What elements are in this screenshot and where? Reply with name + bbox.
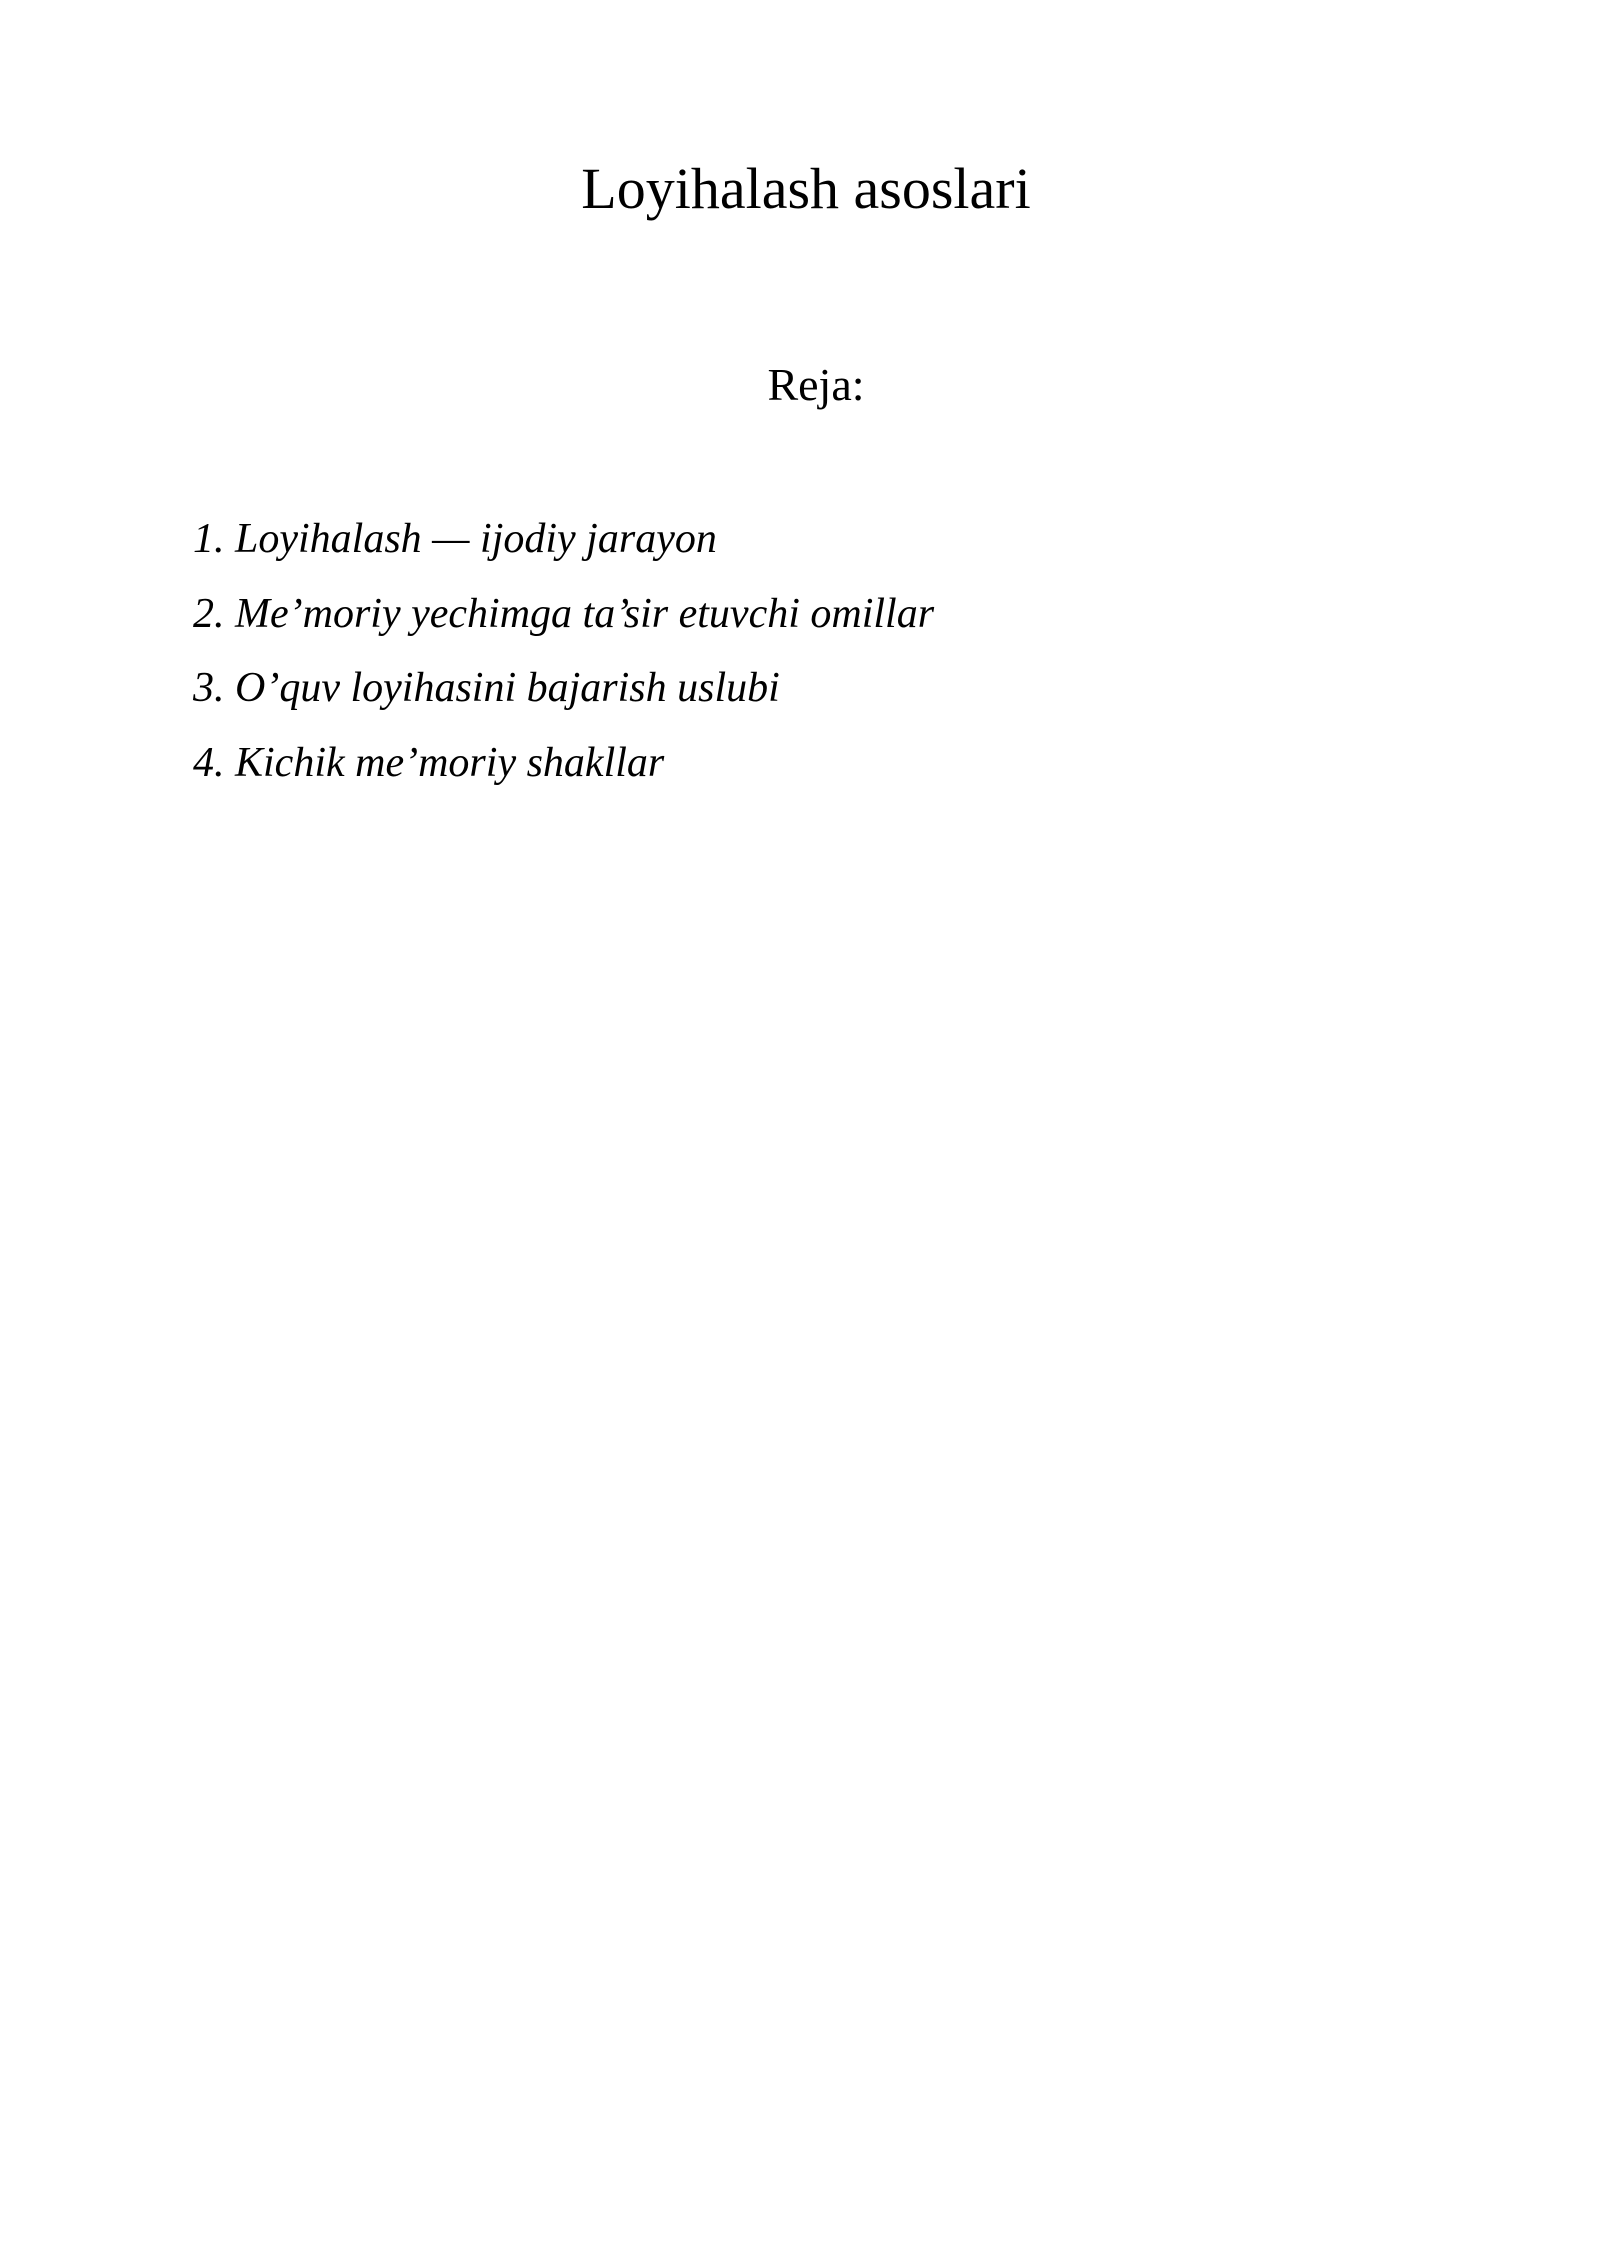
plan-item-1: 1. Loyihalash — ijodiy jarayon — [193, 516, 717, 562]
document-title: Loyihalash asoslari — [581, 156, 1031, 221]
plan-item-3: 3. O’quv loyihasini bajarish uslubi — [193, 665, 780, 711]
plan-list — [193, 502, 934, 800]
plan-heading: Reja: — [767, 359, 865, 410]
plan-item-4: 4. Kichik me’moriy shakllar — [193, 739, 665, 786]
plan-item-2: 2. Me’moriy yechimga ta’sir etuvchi omillar — [193, 590, 935, 637]
